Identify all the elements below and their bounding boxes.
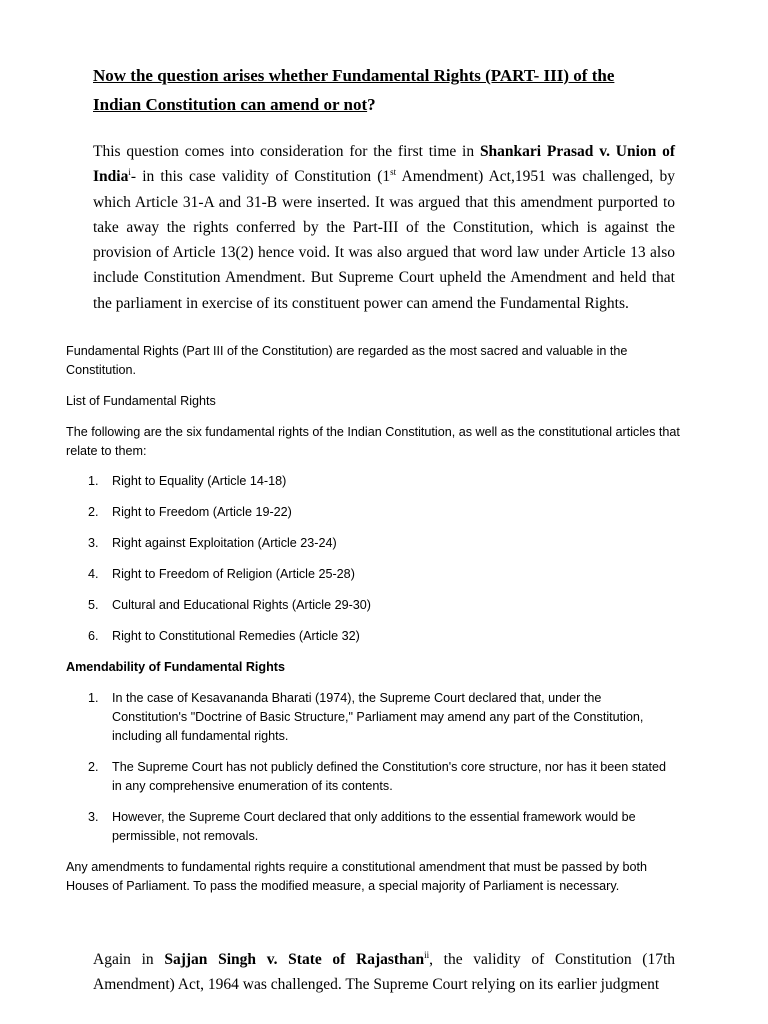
footnote-ref-ii[interactable]: ii [424,949,430,960]
case-name-sajjan-singh: Sajjan Singh v. State of Rajasthan [164,951,425,968]
fundamental-rights-intro: Fundamental Rights (Part III of the Constitution) are regarded as the most sacred and valuable in the Constitution. [66,344,628,377]
footnote-ref-i[interactable]: i [128,167,131,178]
list-item: 6. Right to Constitutional Remedies (Article 32) [88,629,360,643]
heading-line-1: Now the question arises whether Fundamental Rights (PART- III) of the [93,66,615,85]
list-item: 5. Cultural and Educational Rights (Article 29-30) [88,598,372,612]
list-heading: List of Fundamental Rights [66,394,216,408]
list-item: 1. In the case of Kesavananda Bharati (1974), the Supreme Court declared that, under the Constitution's "Doctrine of Basic Structure," Parliament may amend any part of the Constitution, including all fundamental rights. [88,691,644,743]
list-item: 3. Right against Exploitation (Article 23-24) [88,536,337,550]
fundamental-rights-list [66,472,666,658]
heading-line-2: Indian Constitution can amend or not [93,95,368,114]
paragraph-shankari-prasad: This question comes into consideration for the first time in Shankari Prasad v. Union of India$^i$- in this case validity of Constitution (1st Amendment) Act,1951 was challenged, by which Article 31-A and 31-B were inserted. It was argued that this amendment purported to take away the rights conferred by the Part-III of the Constitution, which is against the provision of Article 13(2) hence void. It was also argued that word law under Article 13 also include Constitution Amendment. But Supreme Court upheld the Amendment and held that the parliament in exercise of its constituent power can amend the Fundamental Rights. [93,143,675,312]
list-item: 1. Right to Equality (Article 14-18) [88,474,287,488]
amendment-note: Any amendments to fundamental rights require a constitutional amendment that must be passed by both Houses of Parliament. To pass the modified measure, a special majority of Parliament is necessary. [66,860,648,893]
heading-question-mark: ? [367,95,376,114]
amendability-list [66,689,676,858]
list-item: 2. Right to Freedom (Article 19-22) [88,505,292,519]
list-intro: The following are the six fundamental rights of the Indian Constitution, as well as the constitutional articles that relate to them: [66,425,680,458]
list-item: 4. Right to Freedom of Religion (Article 25-28) [88,567,355,581]
paragraph-sajjan-singh: Again in Sajjan Singh v. State of Rajasthan$^{ii}$, the validity of Constitution (17th Amendment) Act, 1964 was challenged. The Supreme Court relying on its earlier judgment [93,949,676,994]
case-name-shankari-prasad: Shankari Prasad v. Union of India [93,143,675,186]
list-item: 2. The Supreme Court has not publicly defined the Constitution's core structure, nor has it been stated in any comprehensive enumeration of its contents. [88,760,667,793]
amendability-heading: Amendability of Fundamental Rights [66,660,286,674]
section-heading [93,61,683,119]
list-item: 3. However, the Supreme Court declared that only additions to the essential framework would be permissible, not removals. [88,810,636,843]
